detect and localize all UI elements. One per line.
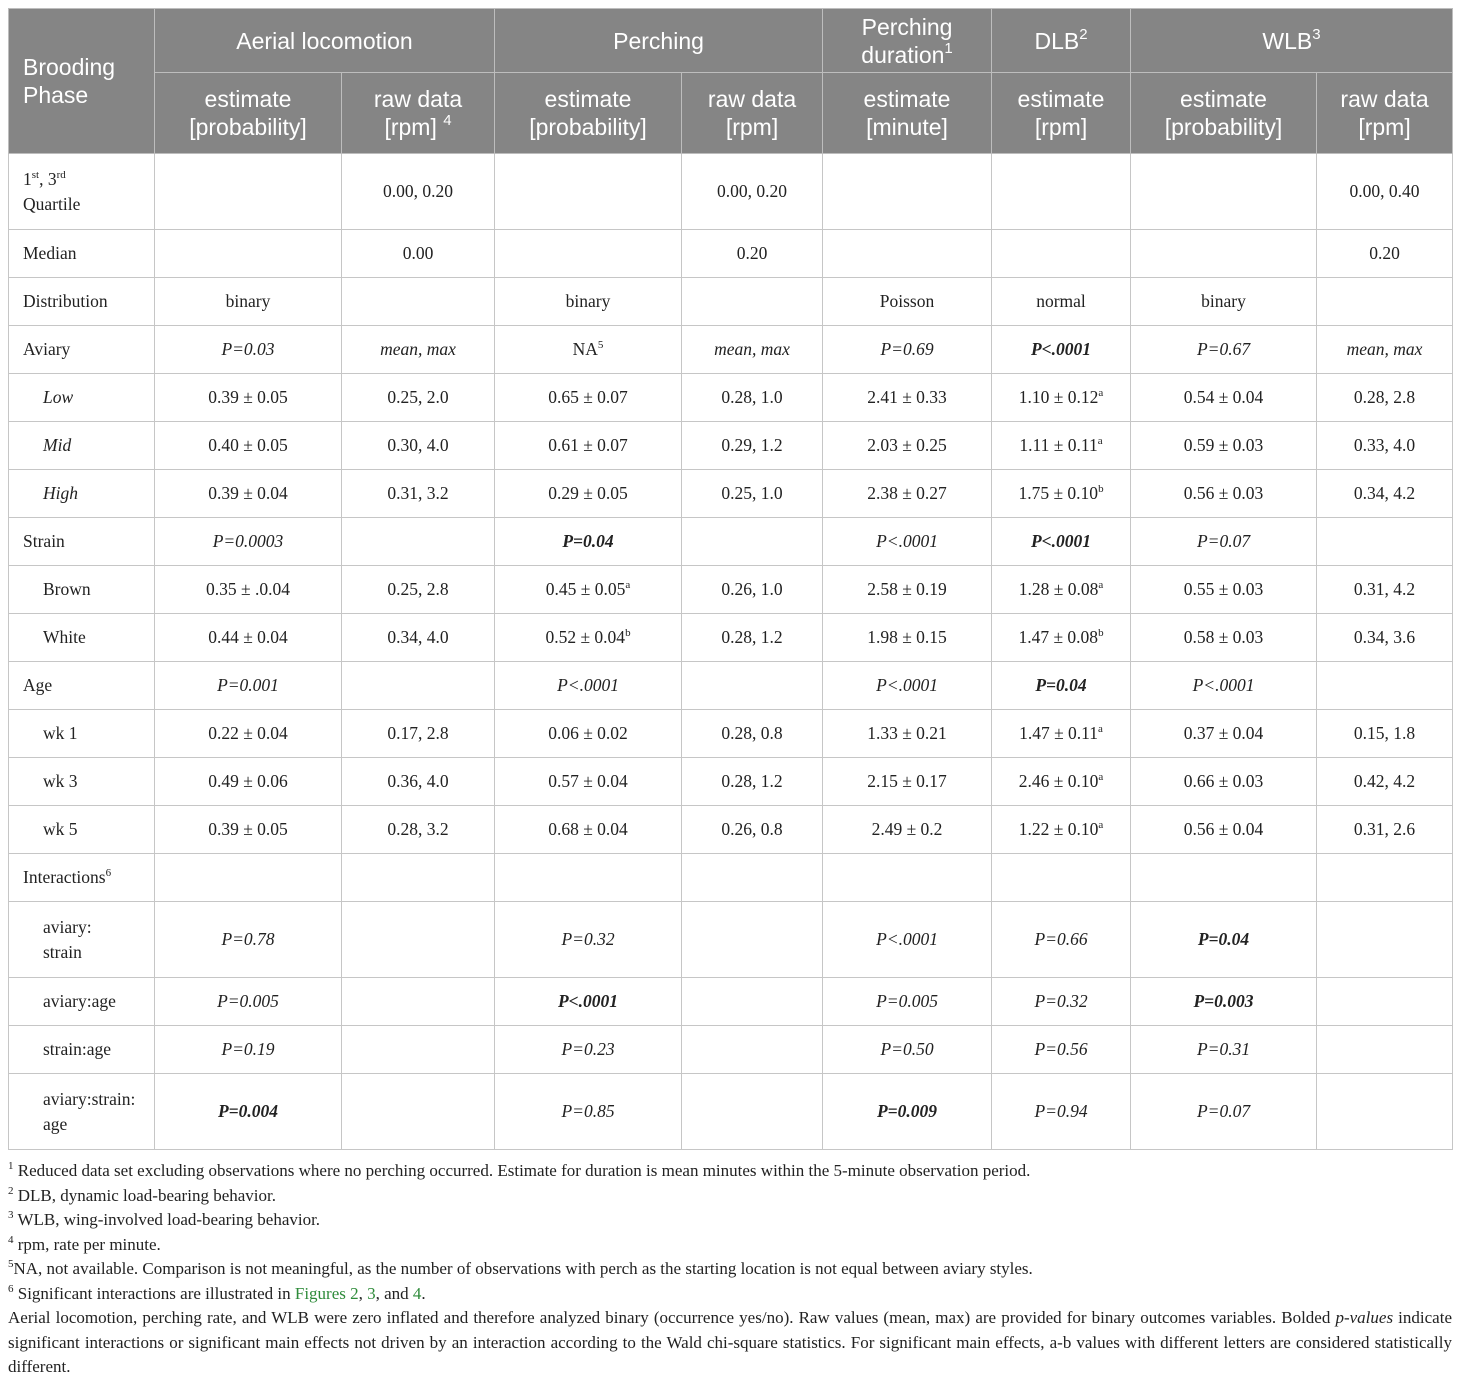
cell: [342, 1026, 495, 1074]
cell: P=0.005: [155, 978, 342, 1026]
figure-4-link[interactable]: 4: [412, 1283, 422, 1303]
cell: P<.0001: [992, 518, 1131, 566]
results-table: [8, 8, 1453, 1150]
header-brooding-phase: Brooding Phase: [9, 9, 155, 154]
cell: 1.75 ± 0.10$^b$: [992, 470, 1131, 518]
cell: 1.98 ± 0.15: [823, 614, 992, 662]
cell: 0.52 ± 0.04$^b$: [495, 614, 682, 662]
cell: P=0.001: [155, 662, 342, 710]
footnote-4: $^4$ rpm, rate per minute.: [8, 1233, 161, 1254]
cell: P=0.003: [1131, 978, 1317, 1026]
cell: P=0.19: [155, 1026, 342, 1074]
table-row-aviary-age: [9, 978, 1453, 1026]
row-label: 1st, 3rd Quartile: [9, 154, 155, 230]
cell: [682, 854, 823, 902]
cell: 0.55 ± 0.03: [1131, 566, 1317, 614]
cell: 0.65 ± 0.07: [495, 374, 682, 422]
footnotes: [8, 1159, 1452, 1380]
cell: 0.29, 1.2: [682, 422, 823, 470]
cell: 0.26, 1.0: [682, 566, 823, 614]
cell: [1317, 1074, 1453, 1150]
table-row-low: [9, 374, 1453, 422]
table-row-median: [9, 230, 1453, 278]
table-row-mid: [9, 422, 1453, 470]
cell: mean, max: [1317, 326, 1453, 374]
cell: P<.0001: [495, 978, 682, 1026]
cell: [1317, 978, 1453, 1026]
row-label: High: [9, 470, 155, 518]
cell: [682, 518, 823, 566]
figure-2-link[interactable]: Figures 2: [294, 1283, 359, 1303]
row-label: aviary:strain: age: [9, 1074, 155, 1150]
header-wlb: WLB$^3$: [1131, 9, 1453, 73]
cell: 0.58 ± 0.03: [1131, 614, 1317, 662]
cell: P<.0001: [992, 326, 1131, 374]
cell: P=0.04: [495, 518, 682, 566]
table-row-distribution: [9, 278, 1453, 326]
cell: [1131, 154, 1317, 230]
cell: binary: [155, 278, 342, 326]
row-label: White: [9, 614, 155, 662]
cell: P=0.32: [495, 902, 682, 978]
table-row-brown: [9, 566, 1453, 614]
cell: 0.45 ± 0.05$^a$: [495, 566, 682, 614]
cell: 0.00, 0.40: [1317, 154, 1453, 230]
cell: [1317, 902, 1453, 978]
row-label: Age: [9, 662, 155, 710]
table-row-aviary-strain-age: [9, 1074, 1453, 1150]
cell: Poisson: [823, 278, 992, 326]
cell: 0.39 ± 0.05: [155, 374, 342, 422]
cell: P=0.31: [1131, 1026, 1317, 1074]
cell: 0.37 ± 0.04: [1131, 710, 1317, 758]
table-row-wk1: [9, 710, 1453, 758]
cell: 0.00, 0.20: [342, 154, 495, 230]
subheader-duration-estimate: estimate [minute]: [823, 73, 992, 154]
cell: P=0.04: [992, 662, 1131, 710]
cell: 0.68 ± 0.04: [495, 806, 682, 854]
row-label: aviary: strain: [9, 902, 155, 978]
cell: [342, 854, 495, 902]
cell: 0.34, 3.6: [1317, 614, 1453, 662]
cell: 1.47 ± 0.11$^a$: [992, 710, 1131, 758]
cell: binary: [1131, 278, 1317, 326]
cell: [1131, 854, 1317, 902]
table-row-interactions: [9, 854, 1453, 902]
table-row-strain-age: [9, 1026, 1453, 1074]
figure-3-link[interactable]: 3: [367, 1283, 376, 1303]
cell: 0.56 ± 0.03: [1131, 470, 1317, 518]
cell: P=0.56: [992, 1026, 1131, 1074]
cell: [1317, 662, 1453, 710]
cell: 2.49 ± 0.2: [823, 806, 992, 854]
cell: 1.28 ± 0.08$^a$: [992, 566, 1131, 614]
cell: 2.38 ± 0.27: [823, 470, 992, 518]
cell: 2.46 ± 0.10$^a$: [992, 758, 1131, 806]
cell: P=0.66: [992, 902, 1131, 978]
cell: [1317, 518, 1453, 566]
cell: 0.54 ± 0.04: [1131, 374, 1317, 422]
cell: 0.28, 2.8: [1317, 374, 1453, 422]
cell: 0.06 ± 0.02: [495, 710, 682, 758]
cell: [823, 854, 992, 902]
cell: [155, 154, 342, 230]
cell: P=0.50: [823, 1026, 992, 1074]
cell: 0.00, 0.20: [682, 154, 823, 230]
table-row-strain: [9, 518, 1453, 566]
cell: [155, 854, 342, 902]
cell: P=0.03: [155, 326, 342, 374]
cell: 0.25, 2.8: [342, 566, 495, 614]
cell: 0.44 ± 0.04: [155, 614, 342, 662]
subheader-wlb-estimate: estimate [probability]: [1131, 73, 1317, 154]
cell: P=0.07: [1131, 518, 1317, 566]
cell: P=0.69: [823, 326, 992, 374]
cell: [1317, 278, 1453, 326]
cell: [1317, 1026, 1453, 1074]
cell: [1317, 854, 1453, 902]
cell: P=0.32: [992, 978, 1131, 1026]
cell: 0.42, 4.2: [1317, 758, 1453, 806]
subheader-wlb-raw: raw data [rpm]: [1317, 73, 1453, 154]
cell: mean, max: [342, 326, 495, 374]
cell: 1.10 ± 0.12$^a$: [992, 374, 1131, 422]
cell: 0.00: [342, 230, 495, 278]
cell: 0.28, 3.2: [342, 806, 495, 854]
row-label: Brown: [9, 566, 155, 614]
cell: 2.41 ± 0.33: [823, 374, 992, 422]
subheader-aerial-estimate: estimate [probability]: [155, 73, 342, 154]
row-label: strain:age: [9, 1026, 155, 1074]
cell: [1131, 230, 1317, 278]
cell: P=0.94: [992, 1074, 1131, 1150]
cell: [823, 154, 992, 230]
cell: 0.31, 4.2: [1317, 566, 1453, 614]
cell: 0.29 ± 0.05: [495, 470, 682, 518]
cell: 0.31, 3.2: [342, 470, 495, 518]
row-label: Distribution: [9, 278, 155, 326]
cell: 0.36, 4.0: [342, 758, 495, 806]
cell: 0.17, 2.8: [342, 710, 495, 758]
footnote-1: $^1$ Reduced data set excluding observations where no perching occurred. Estimate for duration is mean minutes within the 5-minute observation period.: [8, 1160, 1031, 1180]
cell: 0.30, 4.0: [342, 422, 495, 470]
row-label: aviary:age: [9, 978, 155, 1026]
table-caption: Aerial locomotion, perching rate, and WLB were zero inflated and therefore analyzed binary (occurrence yes/no). Raw values (mean, max) are provided for binary outcomes variables. Bolded p-values indicate significant interactions or significant main effects not driven by an interaction according to the Wald chi-square statistics. For significant main effects, a-b values with different letters are considered statistically different.: [8, 1308, 1452, 1376]
cell: P<.0001: [1131, 662, 1317, 710]
cell: 0.40 ± 0.05: [155, 422, 342, 470]
cell: P=0.78: [155, 902, 342, 978]
cell: 2.58 ± 0.19: [823, 566, 992, 614]
cell: [823, 230, 992, 278]
cell: [342, 518, 495, 566]
subheader-dlb-estimate: estimate [rpm]: [992, 73, 1131, 154]
cell: [155, 230, 342, 278]
row-label: Strain: [9, 518, 155, 566]
cell: [992, 230, 1131, 278]
cell: 0.57 ± 0.04: [495, 758, 682, 806]
cell: [342, 278, 495, 326]
row-label: wk 1: [9, 710, 155, 758]
cell: 0.25, 1.0: [682, 470, 823, 518]
table-row-wk5: [9, 806, 1453, 854]
footnote-3: $^3$ WLB, wing-involved load-bearing behavior.: [8, 1209, 321, 1229]
footnote-6: $^6$ Significant interactions are illustrated in Figures 2, 3, and 4.: [8, 1282, 426, 1303]
table-row-white: [9, 614, 1453, 662]
row-label: wk 3: [9, 758, 155, 806]
footnote-2: $^2$ DLB, dynamic load-bearing behavior.: [8, 1184, 276, 1205]
cell: 0.39 ± 0.05: [155, 806, 342, 854]
cell: P<.0001: [823, 662, 992, 710]
cell: 0.39 ± 0.04: [155, 470, 342, 518]
cell: [342, 978, 495, 1026]
cell: 0.28, 1.0: [682, 374, 823, 422]
cell: [342, 662, 495, 710]
table-row-age: [9, 662, 1453, 710]
cell: 0.56 ± 0.04: [1131, 806, 1317, 854]
header-dlb: DLB$^2$: [992, 9, 1131, 73]
cell: P=0.0003: [155, 518, 342, 566]
cell: mean, max: [682, 326, 823, 374]
row-label: wk 5: [9, 806, 155, 854]
cell: 0.22 ± 0.04: [155, 710, 342, 758]
table-row-aviary-strain: [9, 902, 1453, 978]
cell: [682, 1074, 823, 1150]
cell: [495, 230, 682, 278]
cell: [495, 154, 682, 230]
cell: P<.0001: [823, 518, 992, 566]
cell: P<.0001: [823, 902, 992, 978]
cell: [682, 662, 823, 710]
header-aerial-locomotion: Aerial locomotion: [155, 9, 495, 73]
cell: P=0.85: [495, 1074, 682, 1150]
cell: 0.20: [1317, 230, 1453, 278]
subheader-aerial-raw: raw data [rpm] $^4$: [342, 73, 495, 154]
cell: P=0.23: [495, 1026, 682, 1074]
cell: 0.28, 1.2: [682, 614, 823, 662]
cell: [682, 1026, 823, 1074]
cell: [992, 854, 1131, 902]
cell: [682, 902, 823, 978]
cell: 0.31, 2.6: [1317, 806, 1453, 854]
cell: P=0.07: [1131, 1074, 1317, 1150]
cell: 0.28, 1.2: [682, 758, 823, 806]
cell: 2.03 ± 0.25: [823, 422, 992, 470]
cell: normal: [992, 278, 1131, 326]
cell: [992, 154, 1131, 230]
cell: [342, 902, 495, 978]
cell: 0.26, 0.8: [682, 806, 823, 854]
cell: $NA^5$: [495, 326, 682, 374]
cell: 0.25, 2.0: [342, 374, 495, 422]
row-label: Median: [9, 230, 155, 278]
cell: 1.11 ± 0.11$^a$: [992, 422, 1131, 470]
cell: P=0.04: [1131, 902, 1317, 978]
footnote-5: $^5$NA, not available. Comparison is not meaningful, as the number of observations with perch as the starting location is not equal between aviary styles.: [8, 1258, 1033, 1278]
row-label: Aviary: [9, 326, 155, 374]
cell: P=0.005: [823, 978, 992, 1026]
cell: 1.47 ± 0.08$^b$: [992, 614, 1131, 662]
cell: 0.33, 4.0: [1317, 422, 1453, 470]
cell: 0.20: [682, 230, 823, 278]
cell: 0.34, 4.0: [342, 614, 495, 662]
row-label: Interactions$^6$: [9, 854, 155, 902]
cell: P=0.009: [823, 1074, 992, 1150]
cell: 1.33 ± 0.21: [823, 710, 992, 758]
cell: [342, 1074, 495, 1150]
table-row-quartile: [9, 154, 1453, 230]
cell: [682, 978, 823, 1026]
header-perching: Perching: [495, 9, 823, 73]
cell: binary: [495, 278, 682, 326]
cell: 0.35 ± .0.04: [155, 566, 342, 614]
subheader-perching-estimate: estimate [probability]: [495, 73, 682, 154]
row-label: Mid: [9, 422, 155, 470]
cell: P=0.004: [155, 1074, 342, 1150]
subheader-perching-raw: raw data [rpm]: [682, 73, 823, 154]
header-perching-duration: Perching duration$^1$: [823, 9, 992, 73]
cell: [682, 278, 823, 326]
row-label: Low: [9, 374, 155, 422]
table-row-wk3: [9, 758, 1453, 806]
cell: [495, 854, 682, 902]
cell: P<.0001: [495, 662, 682, 710]
cell: 0.61 ± 0.07: [495, 422, 682, 470]
table-row-aviary: [9, 326, 1453, 374]
cell: 0.59 ± 0.03: [1131, 422, 1317, 470]
cell: 1.22 ± 0.10$^a$: [992, 806, 1131, 854]
cell: P=0.67: [1131, 326, 1317, 374]
cell: 0.28, 0.8: [682, 710, 823, 758]
cell: 0.15, 1.8: [1317, 710, 1453, 758]
cell: 0.49 ± 0.06: [155, 758, 342, 806]
table-row-high: [9, 470, 1453, 518]
cell: 2.15 ± 0.17: [823, 758, 992, 806]
cell: 0.66 ± 0.03: [1131, 758, 1317, 806]
cell: 0.34, 4.2: [1317, 470, 1453, 518]
